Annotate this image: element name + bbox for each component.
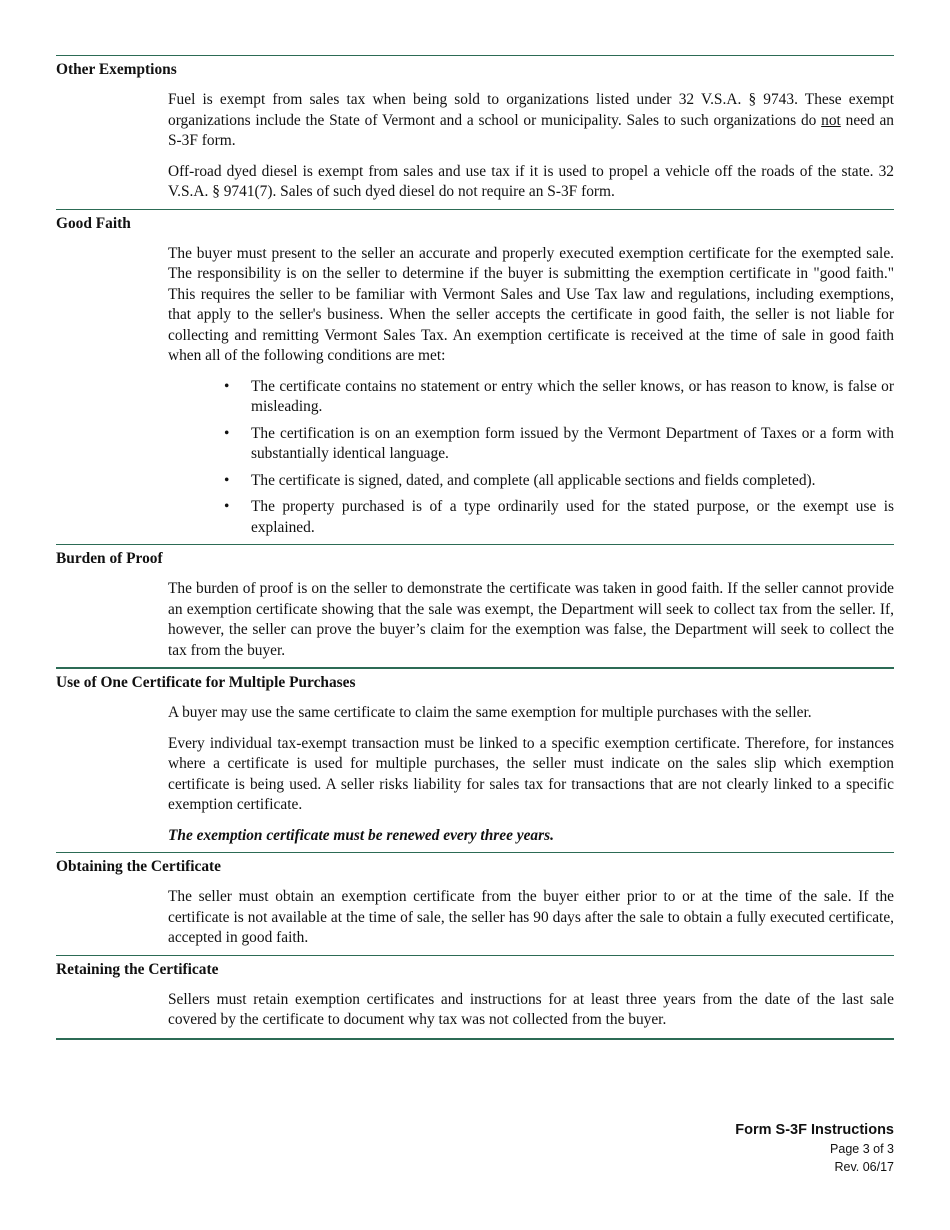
revision-date: Rev. 06/17 [834, 1160, 894, 1174]
list-item [224, 497, 894, 538]
section-body [168, 90, 894, 203]
section-good-faith [56, 212, 894, 539]
section-divider [56, 852, 894, 853]
section-retaining-certificate [56, 958, 894, 1031]
document-page [56, 55, 894, 1040]
section-heading: Use of One Certificate for Multiple Purchases [56, 674, 356, 691]
section-divider [56, 955, 894, 956]
section-heading: Other Exemptions [56, 61, 177, 78]
list-item-text: The certificate is signed, dated, and complete (all applicable sections and fields completed). [251, 471, 816, 489]
list-item-text: The property purchased is of a type ordinarily used for the stated purpose, or the exempt use is explained. [251, 498, 894, 536]
list-item [224, 424, 894, 465]
bullet-icon: • [224, 471, 230, 489]
section-body [168, 990, 894, 1031]
section-obtaining-certificate [56, 855, 894, 949]
section-divider [56, 55, 894, 56]
section-body [168, 703, 894, 846]
section-other-exemptions [56, 58, 894, 203]
section-burden-of-proof [56, 547, 894, 661]
text-run: Fuel is exempt from sales tax when being sold to organizations listed under 32 V.S.A. § 9743. These exempt organizations include the State of Vermont and a school or municipality. Sales to such organizations do [168, 91, 894, 129]
section-body [168, 244, 894, 539]
bullet-icon: • [224, 498, 230, 515]
renewal-notice: The exemption certificate must be renewed every three years. [168, 826, 554, 844]
underlined-text: not [821, 111, 841, 129]
page-number: Page 3 of 3 [830, 1142, 894, 1156]
form-title: Form S-3F Instructions [735, 1122, 894, 1138]
text-run: need an S-3F form. [168, 111, 894, 149]
section-multiple-purchases [56, 671, 894, 846]
page-footer [735, 1120, 894, 1176]
section-body [168, 579, 894, 661]
section-heading: Good Faith [56, 214, 131, 232]
section-heading: Obtaining the Certificate [56, 858, 221, 875]
paragraph: The seller must obtain an exemption certificate from the buyer either prior to or at the time of the sale. If the certificate is not available at the time of sale, the seller has 90 days after the sale to obtain a fully executed certificate, accepted in good faith. [168, 888, 894, 946]
bullet-icon: • [224, 377, 230, 395]
paragraph: Sellers must retain exemption certificates and instructions for at least three years from the date of the last sale covered by the certificate to document why tax was not collected from the buyer. [168, 990, 894, 1028]
paragraph: A buyer may use the same certificate to claim the same exemption for multiple purchases with the seller. [168, 704, 812, 721]
list-item-text: The certificate contains no statement or entry which the seller knows, or has reason to know, is false or misleading. [251, 377, 894, 415]
paragraph: Off-road dyed diesel is exempt from sales and use tax if it is used to propel a vehicle off the roads of the state. 32 V.S.A. § 9741(7). Sales of such dyed diesel do not require an S-3F form. [168, 162, 894, 200]
bullet-icon: • [224, 424, 230, 442]
paragraph [168, 90, 894, 152]
section-heading: Retaining the Certificate [56, 960, 219, 978]
section-divider [56, 1038, 894, 1040]
section-divider [56, 209, 894, 210]
list-item [224, 377, 894, 418]
section-divider [56, 667, 894, 669]
list-item-text: The certification is on an exemption form issued by the Vermont Department of Taxes or a form with substantially identical language. [251, 424, 894, 462]
conditions-list [168, 377, 894, 539]
paragraph: The buyer must present to the seller an accurate and properly executed exemption certificate for the exempted sale. The responsibility is on the seller to determine if the buyer is submitting the exemption certificate in "good faith." This requires the seller to be familiar with Vermont Sales and Use Tax law and regulations, including exemptions, that apply to the seller's business. When the seller accepts the certificate in good faith, the seller is not liable for collecting and remitting Vermont Sales Tax. An exemption certificate is received at the time of sale in good faith when all of the following conditions are met: [168, 244, 894, 364]
section-body [168, 887, 894, 949]
paragraph: The burden of proof is on the seller to demonstrate the certificate was taken in good faith. If the seller cannot provide an exemption certificate showing that the sale was exempt, the Department will seek to collect tax from the seller. If, however, the seller can prove the buyer’s claim for the exemption was false, the Department will seek to collect the tax from the buyer. [168, 580, 894, 659]
section-divider [56, 544, 894, 545]
list-item [224, 471, 894, 492]
paragraph: Every individual tax-exempt transaction must be linked to a specific exemption certificate. Therefore, for instances where a certificate is used for multiple purchases, the seller must indicate on the sales slip which exemption certificate is being used. A seller risks liability for sales tax for transactions that are not clearly linked to a specific exemption certificate. [168, 734, 894, 813]
section-heading: Burden of Proof [56, 550, 163, 567]
